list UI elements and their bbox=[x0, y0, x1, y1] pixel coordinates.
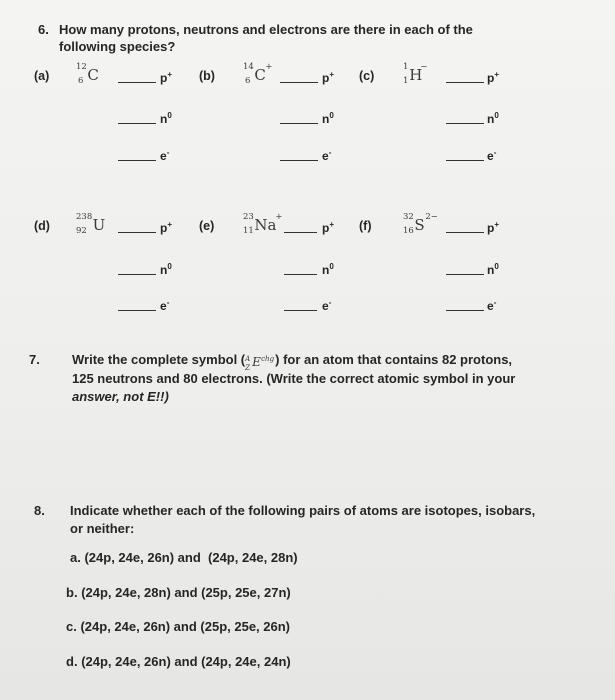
option-text: (24p, 24e, 28n) and (25p, 25e, 27n) bbox=[81, 585, 291, 600]
q8-option-d bbox=[66, 654, 291, 669]
q7-number: 7. bbox=[29, 352, 40, 367]
answer-blank[interactable] bbox=[446, 232, 484, 233]
unit-sup: - bbox=[328, 298, 332, 307]
answer-blank[interactable] bbox=[118, 123, 156, 124]
species-label: (c) bbox=[359, 69, 375, 83]
unit-letter: p bbox=[160, 221, 168, 235]
neutron-unit bbox=[487, 111, 499, 126]
nuclide-symbol bbox=[243, 62, 323, 88]
proton-unit bbox=[322, 70, 334, 85]
answer-blank[interactable] bbox=[284, 310, 317, 311]
answer-blank[interactable] bbox=[280, 82, 318, 83]
atomic-number: 6 bbox=[245, 76, 251, 86]
unit-sup: 0 bbox=[167, 111, 172, 120]
answer-blank[interactable] bbox=[280, 123, 318, 124]
proton-unit bbox=[487, 70, 499, 85]
proton-unit bbox=[160, 220, 172, 235]
option-text: (24p, 24e, 26n) and (25p, 25e, 26n) bbox=[80, 619, 290, 634]
answer-blank[interactable] bbox=[446, 123, 484, 124]
neutron-unit bbox=[322, 111, 334, 126]
answer-blank[interactable] bbox=[284, 232, 317, 233]
generic-element: E bbox=[252, 354, 261, 369]
nuclide-symbol bbox=[76, 62, 156, 88]
neutron-unit bbox=[160, 262, 172, 277]
neutron-unit bbox=[322, 262, 334, 277]
species-label: (f) bbox=[359, 219, 372, 233]
option-letter: c. bbox=[66, 619, 77, 634]
unit-letter: p bbox=[322, 71, 330, 85]
generic-z: Z bbox=[245, 363, 251, 372]
unit-letter: p bbox=[322, 221, 330, 235]
unit-sup: - bbox=[493, 148, 497, 157]
generic-charge: chg bbox=[261, 354, 275, 363]
unit-sup: - bbox=[166, 298, 170, 307]
atomic-number: 6 bbox=[78, 76, 84, 86]
unit-sup: + bbox=[167, 220, 173, 229]
electron-unit bbox=[487, 298, 496, 313]
element-symbol: C bbox=[254, 66, 266, 84]
option-text: (24p, 24e, 26n) and (24p, 24e, 28n) bbox=[84, 550, 298, 565]
unit-letter: n bbox=[160, 112, 168, 126]
species-label: (b) bbox=[199, 69, 215, 83]
mass-number: 12 bbox=[76, 62, 87, 72]
nuclide-symbol bbox=[403, 212, 483, 238]
answer-blank[interactable] bbox=[446, 82, 484, 83]
species-label: (a) bbox=[34, 69, 50, 83]
answer-blank[interactable] bbox=[118, 160, 156, 161]
element-symbol: Na bbox=[254, 216, 277, 234]
unit-letter: n bbox=[487, 112, 495, 126]
mass-number: 23 bbox=[243, 212, 254, 222]
answer-blank[interactable] bbox=[446, 274, 484, 275]
q8-option-a bbox=[70, 550, 298, 565]
unit-sup: 0 bbox=[167, 262, 172, 271]
q8-option-b bbox=[66, 585, 291, 600]
unit-letter: n bbox=[322, 112, 330, 126]
atomic-number: 11 bbox=[243, 226, 254, 236]
mass-number: 32 bbox=[403, 212, 414, 222]
unit-sup: + bbox=[494, 70, 500, 79]
answer-blank[interactable] bbox=[446, 160, 484, 161]
ion-charge: + bbox=[275, 212, 283, 222]
unit-letter: n bbox=[487, 263, 495, 277]
element-symbol: S bbox=[414, 216, 425, 234]
nuclide-symbol bbox=[76, 212, 156, 238]
neutron-unit bbox=[160, 111, 172, 126]
species-label: (e) bbox=[199, 219, 215, 233]
unit-sup: 0 bbox=[329, 262, 334, 271]
option-letter: a. bbox=[70, 550, 81, 565]
q7-line1-after: ) for an atom that contains 82 protons, bbox=[275, 352, 513, 367]
q8-number: 8. bbox=[34, 503, 45, 518]
q8-line2: or neither: bbox=[70, 521, 135, 536]
element-symbol: C bbox=[87, 66, 99, 84]
atomic-number: 1 bbox=[403, 76, 409, 86]
unit-letter: e bbox=[322, 299, 329, 313]
element-symbol: H bbox=[409, 66, 423, 84]
mass-number: 1 bbox=[403, 62, 409, 72]
atomic-number: 92 bbox=[76, 226, 87, 236]
nuclide-symbol bbox=[243, 212, 323, 238]
answer-blank[interactable] bbox=[284, 274, 317, 275]
unit-letter: n bbox=[160, 263, 168, 277]
unit-sup: - bbox=[166, 148, 170, 157]
generic-mass: A bbox=[245, 354, 251, 363]
answer-blank[interactable] bbox=[446, 310, 484, 311]
unit-letter: p bbox=[160, 71, 168, 85]
electron-unit bbox=[322, 148, 331, 163]
ion-charge: 2− bbox=[425, 212, 438, 222]
unit-letter: n bbox=[322, 263, 330, 277]
proton-unit bbox=[322, 220, 334, 235]
unit-letter: e bbox=[487, 299, 494, 313]
electron-unit bbox=[487, 148, 496, 163]
answer-blank[interactable] bbox=[118, 82, 156, 83]
unit-sup: + bbox=[329, 70, 335, 79]
q7-line2: 125 neutrons and 80 electrons. (Write the correct atomic symbol in your bbox=[72, 371, 516, 386]
unit-sup: + bbox=[494, 220, 500, 229]
unit-letter: p bbox=[487, 221, 495, 235]
electron-unit bbox=[160, 148, 169, 163]
q8-line1: Indicate whether each of the following pairs of atoms are isotopes, isobars, bbox=[70, 503, 536, 518]
unit-letter: e bbox=[322, 149, 329, 163]
option-text: (24p, 24e, 26n) and (24p, 24e, 24n) bbox=[81, 654, 291, 669]
q6-text-line1: How many protons, neutrons and electrons are there in each of the bbox=[59, 22, 473, 37]
neutron-unit bbox=[487, 262, 499, 277]
unit-sup: + bbox=[329, 220, 335, 229]
q7-line1-before: Write the complete symbol ( bbox=[72, 352, 246, 367]
unit-letter: e bbox=[487, 149, 494, 163]
answer-blank[interactable] bbox=[280, 160, 318, 161]
unit-sup: 0 bbox=[329, 111, 334, 120]
generic-symbol bbox=[245, 354, 275, 372]
proton-unit bbox=[487, 220, 499, 235]
q7-line3: answer, not E!!) bbox=[72, 389, 169, 404]
element-symbol: U bbox=[92, 216, 106, 234]
mass-number: 14 bbox=[243, 62, 254, 72]
unit-sup: - bbox=[328, 148, 332, 157]
option-letter: b. bbox=[66, 585, 78, 600]
answer-blank[interactable] bbox=[118, 232, 156, 233]
unit-sup: + bbox=[167, 70, 173, 79]
unit-sup: - bbox=[493, 298, 497, 307]
q7-line1 bbox=[72, 351, 513, 372]
q8-option-c bbox=[66, 619, 290, 634]
unit-letter: p bbox=[487, 71, 495, 85]
electron-unit bbox=[160, 298, 169, 313]
nuclide-symbol bbox=[403, 62, 483, 88]
answer-blank[interactable] bbox=[118, 310, 156, 311]
q6-text-line2: following species? bbox=[59, 39, 176, 54]
q6-number: 6. bbox=[38, 22, 49, 37]
unit-letter: e bbox=[160, 149, 167, 163]
mass-number: 238 bbox=[76, 212, 93, 222]
option-letter: d. bbox=[66, 654, 78, 669]
proton-unit bbox=[160, 70, 172, 85]
atomic-number: 16 bbox=[403, 226, 414, 236]
answer-blank[interactable] bbox=[118, 274, 156, 275]
ion-charge: − bbox=[420, 62, 428, 72]
species-label: (d) bbox=[34, 219, 50, 233]
unit-sup: 0 bbox=[494, 111, 499, 120]
unit-letter: e bbox=[160, 299, 167, 313]
unit-sup: 0 bbox=[494, 262, 499, 271]
ion-charge: + bbox=[265, 62, 273, 72]
electron-unit bbox=[322, 298, 331, 313]
